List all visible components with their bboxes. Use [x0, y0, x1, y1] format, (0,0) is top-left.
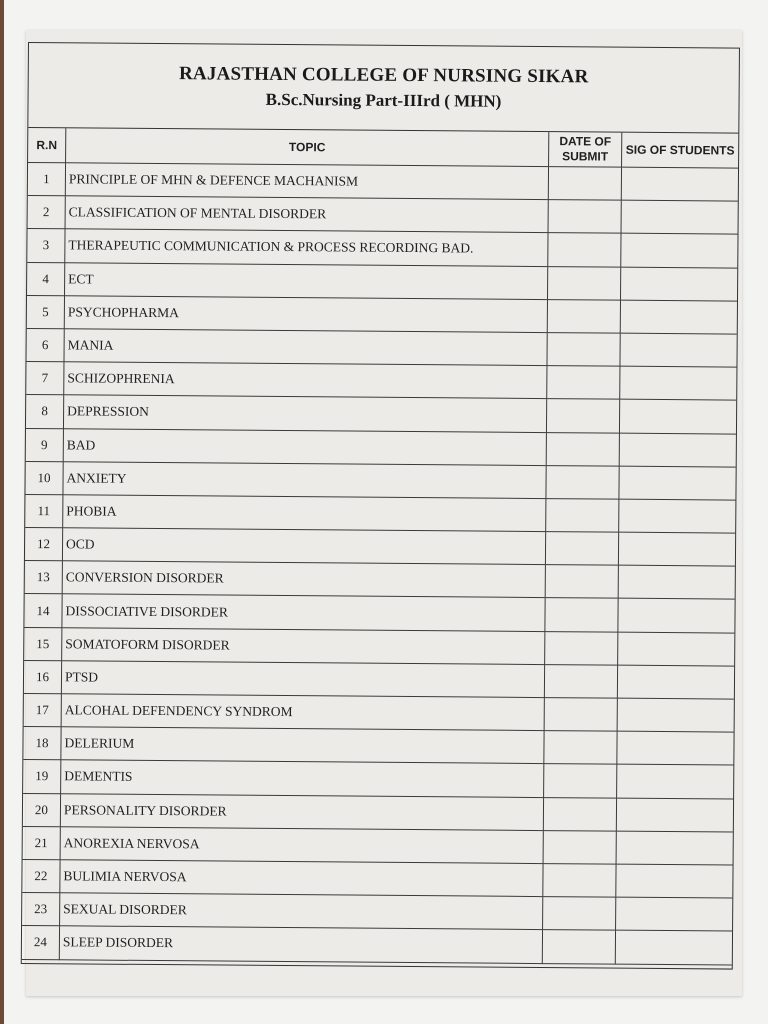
row-number: 1	[28, 163, 66, 196]
row-number: 7	[26, 362, 64, 395]
column-header-date: DATE OF SUBMIT	[549, 132, 622, 167]
date-of-submit-cell[interactable]	[543, 897, 616, 931]
table-row	[25, 561, 735, 600]
student-signature-cell[interactable]	[619, 399, 736, 433]
date-of-submit-cell[interactable]	[543, 797, 616, 831]
date-of-submit-cell[interactable]	[547, 333, 620, 367]
date-of-submit-cell[interactable]	[544, 664, 617, 698]
row-number: 20	[23, 793, 61, 826]
row-topic: PTSD	[61, 661, 544, 698]
student-signature-cell[interactable]	[620, 366, 737, 400]
row-topic: DEMENTIS	[61, 760, 544, 797]
table-row	[26, 395, 736, 434]
row-number: 18	[23, 727, 61, 760]
table-row	[28, 196, 738, 235]
table-row	[25, 528, 735, 567]
row-topic: ECT	[65, 262, 548, 299]
paper-sheet	[26, 30, 742, 996]
date-of-submit-cell[interactable]	[544, 764, 617, 798]
row-topic: CLASSIFICATION OF MENTAL DISORDER	[65, 196, 548, 233]
date-of-submit-cell[interactable]	[544, 698, 617, 732]
date-of-submit-cell[interactable]	[544, 731, 617, 765]
date-of-submit-cell[interactable]	[548, 233, 621, 267]
student-signature-cell[interactable]	[618, 565, 735, 599]
table-body	[22, 163, 738, 965]
table-row	[26, 362, 736, 401]
row-number: 11	[25, 494, 63, 527]
date-of-submit-cell[interactable]	[545, 631, 618, 665]
row-number: 23	[22, 893, 60, 926]
student-signature-cell[interactable]	[616, 831, 733, 865]
table-row	[24, 660, 734, 699]
table-row	[25, 461, 735, 500]
column-header-rn: R.N	[28, 128, 66, 163]
row-number: 24	[22, 926, 60, 959]
date-of-submit-cell[interactable]	[546, 465, 619, 499]
student-signature-cell[interactable]	[615, 930, 732, 964]
row-topic: SEXUAL DISORDER	[60, 893, 543, 930]
row-topic: OCD	[62, 528, 545, 565]
row-number: 21	[23, 826, 61, 859]
row-topic: SOMATOFORM DISORDER	[62, 627, 545, 664]
row-number: 10	[25, 461, 63, 494]
table-row	[27, 295, 737, 334]
student-signature-cell[interactable]	[620, 300, 737, 334]
document-header	[28, 43, 739, 134]
table-row	[23, 760, 733, 799]
table-row	[22, 893, 732, 932]
row-topic: SCHIZOPHRENIA	[64, 362, 547, 399]
date-of-submit-cell[interactable]	[546, 432, 619, 466]
date-of-submit-cell[interactable]	[548, 200, 621, 234]
row-topic: BAD	[63, 428, 546, 465]
table-row	[23, 826, 733, 865]
date-of-submit-cell[interactable]	[545, 532, 618, 566]
student-signature-cell[interactable]	[618, 632, 735, 666]
row-number: 14	[24, 594, 62, 627]
row-topic: ANOREXIA NERVOSA	[60, 827, 543, 864]
row-number: 16	[24, 660, 62, 693]
student-signature-cell[interactable]	[618, 532, 735, 566]
row-topic: CONVERSION DISORDER	[62, 561, 545, 598]
student-signature-cell[interactable]	[617, 665, 734, 699]
row-topic: PHOBIA	[63, 495, 546, 532]
student-signature-cell[interactable]	[617, 698, 734, 732]
date-of-submit-cell[interactable]	[545, 598, 618, 632]
assignment-table	[22, 128, 739, 965]
form-border	[21, 42, 740, 970]
row-number: 5	[27, 295, 65, 328]
date-of-submit-cell[interactable]	[542, 930, 615, 964]
row-topic: SLEEP DISORDER	[59, 926, 542, 963]
student-signature-cell[interactable]	[617, 765, 734, 799]
date-of-submit-cell[interactable]	[547, 366, 620, 400]
row-topic: THERAPEUTIC COMMUNICATION & PROCESS RECORDING BAD.	[65, 229, 548, 266]
table-row	[22, 926, 732, 965]
date-of-submit-cell[interactable]	[547, 299, 620, 333]
table-row	[25, 494, 735, 533]
date-of-submit-cell[interactable]	[547, 266, 620, 300]
desk-edge	[0, 0, 4, 1024]
row-topic: BULIMIA NERVOSA	[60, 860, 543, 897]
course-subtitle: B.Sc.Nursing Part-IIIrd ( MHN)	[265, 89, 502, 111]
column-header-signature: SIG OF STUDENTS	[622, 133, 739, 168]
row-number: 17	[24, 693, 62, 726]
student-signature-cell[interactable]	[620, 333, 737, 367]
date-of-submit-cell[interactable]	[543, 864, 616, 898]
student-signature-cell[interactable]	[616, 864, 733, 898]
row-topic: DELERIUM	[61, 727, 544, 764]
student-signature-cell[interactable]	[619, 499, 736, 533]
row-topic: MANIA	[64, 329, 547, 366]
row-topic: DEPRESSION	[63, 395, 546, 432]
student-signature-cell[interactable]	[616, 798, 733, 832]
student-signature-cell[interactable]	[616, 897, 733, 931]
row-topic: PERSONALITY DISORDER	[60, 793, 543, 830]
row-topic: ALCOHAL DEFENDENCY SYNDROM	[61, 694, 544, 731]
date-of-submit-cell[interactable]	[546, 399, 619, 433]
table-row	[27, 229, 737, 268]
table-row	[27, 262, 737, 301]
table-row	[28, 163, 738, 202]
row-number: 12	[25, 528, 63, 561]
student-signature-cell[interactable]	[619, 433, 736, 467]
table-row	[23, 793, 733, 832]
row-number: 22	[22, 859, 60, 892]
table-header-row	[28, 128, 738, 168]
table-row	[26, 328, 736, 367]
table-row	[24, 627, 734, 666]
student-signature-cell[interactable]	[617, 731, 734, 765]
student-signature-cell[interactable]	[618, 599, 735, 633]
student-signature-cell[interactable]	[619, 466, 736, 500]
row-number: 4	[27, 262, 65, 295]
row-number: 15	[24, 627, 62, 660]
row-number: 2	[28, 196, 66, 229]
table-row	[26, 428, 736, 467]
student-signature-cell[interactable]	[620, 267, 737, 301]
row-number: 19	[23, 760, 61, 793]
row-topic: DISSOCIATIVE DISORDER	[62, 594, 545, 631]
date-of-submit-cell[interactable]	[546, 498, 619, 532]
row-number: 9	[26, 428, 64, 461]
row-topic: PSYCHOPHARMA	[64, 296, 547, 333]
table-row	[22, 859, 732, 898]
date-of-submit-cell[interactable]	[545, 565, 618, 599]
table-row	[24, 693, 734, 732]
student-signature-cell[interactable]	[621, 200, 738, 234]
column-header-topic: TOPIC	[66, 128, 549, 166]
row-number: 3	[27, 229, 65, 262]
row-number: 8	[26, 395, 64, 428]
table-row	[23, 727, 733, 766]
college-title: RAJASTHAN COLLEGE OF NURSING SIKAR	[178, 63, 589, 88]
table-row	[24, 594, 734, 633]
row-topic: ANXIETY	[63, 461, 546, 498]
date-of-submit-cell[interactable]	[543, 830, 616, 864]
row-topic: PRINCIPLE OF MHN & DEFENCE MACHANISM	[65, 163, 548, 200]
row-number: 6	[26, 328, 64, 361]
student-signature-cell[interactable]	[621, 167, 738, 201]
date-of-submit-cell[interactable]	[548, 167, 621, 201]
row-number: 13	[25, 561, 63, 594]
student-signature-cell[interactable]	[621, 234, 738, 268]
